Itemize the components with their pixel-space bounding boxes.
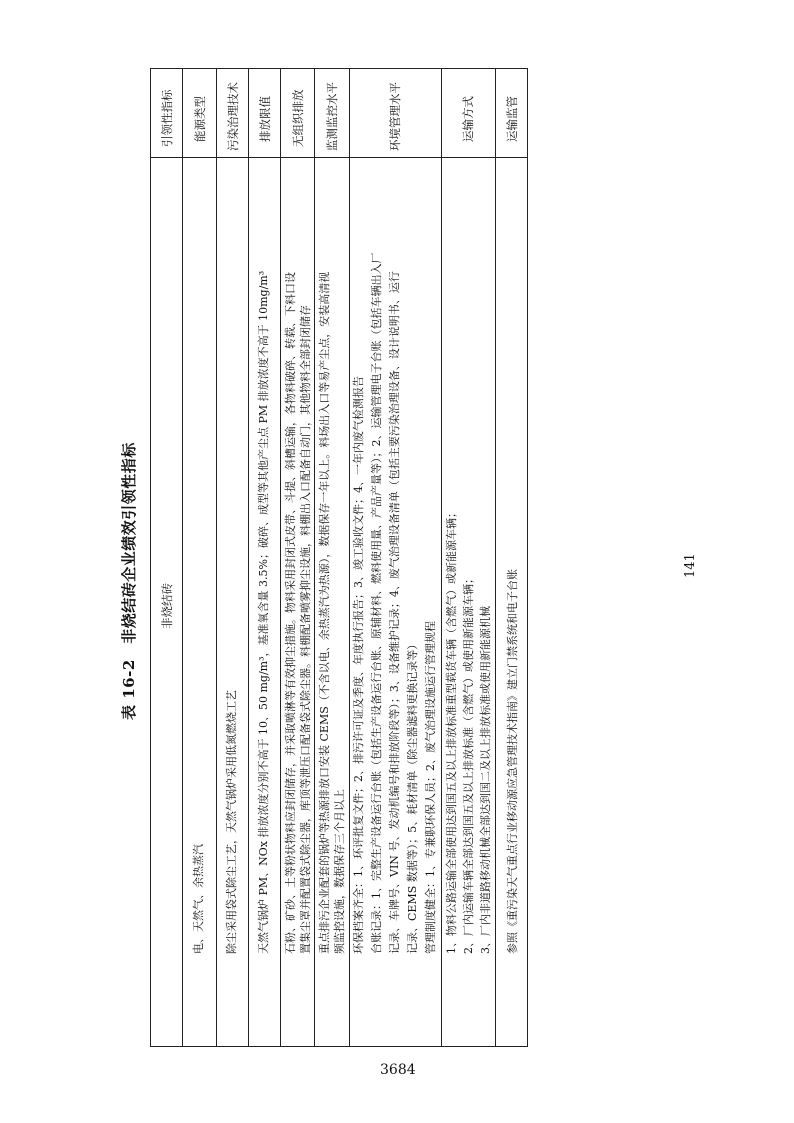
management-line: 记录、车牌号、VIN 号、发动机编号和排放阶段等）；3、设备维护记录；4、废气治理设备清单（包括主要污染治理设备、设计说明书、运行 [388, 271, 401, 954]
supervision-value: 参照《重污染天气重点行业移动源应急管理技术指南》建立门禁系统和电子台账 [506, 569, 519, 954]
outer-page-number: 3684 [380, 1062, 416, 1078]
row-divider [349, 69, 350, 1046]
row-divider [314, 69, 315, 1046]
row-label-pollution-tech: 污染治理技术 [226, 82, 240, 151]
management-line: 记录、CEMS 数据等）；5、耗材清单（除尘器滤料更换记录等） [406, 638, 419, 954]
row-label-transport: 运输方式 [461, 96, 475, 142]
column-divider [151, 157, 527, 158]
transport-line: 1、物料公路运输全部使用达到国五及以上排放标准重型载货车辆（含燃气）或新能源车辆； [445, 507, 458, 954]
management-line: 管理制度健全：1、专兼职环保人员；2、废气治理设施运行管理规程 [424, 621, 437, 954]
row-label-monitoring: 监测监控水平 [325, 82, 339, 151]
header-value: 非烧结砖 [160, 583, 174, 629]
row-divider [182, 69, 183, 1046]
row-divider [441, 69, 442, 1046]
fugitive-line: 置集尘罩并配置袋式除尘器，库顶等泄压口配备袋式除尘器。料棚配备喷雾抑尘设施，料棚出入口配备自动门，其他物料全部封闭储存 [299, 305, 312, 954]
indicator-table [150, 68, 528, 1047]
row-divider [216, 69, 217, 1046]
row-divider [495, 69, 496, 1046]
row-label-supervision: 运输监管 [505, 96, 519, 142]
page-number: 141 [683, 553, 698, 578]
table-title: 表 16-2 非烧结砖企业绩效引领性指标 [120, 442, 138, 720]
row-label-fugitive: 无组织排放 [291, 89, 305, 147]
header-label: 引领性指标 [160, 89, 174, 147]
fugitive-line: 石粉、矿砂、土等粉状物料应封闭储存，并采取喷淋等有效抑尘措施。物料采用封闭式皮带、斗提、斜槽运输，各物料破碎、转载、下料口设 [284, 272, 297, 954]
monitoring-line: 频监控设施，数据保存三个月以上 [333, 789, 346, 954]
row-label-energy: 能源类型 [193, 96, 207, 142]
row-label-emission-limit: 排放限值 [258, 96, 272, 142]
row-divider [280, 69, 281, 1046]
management-line: 台账记录：1、完整生产设备运行台账（包括生产设备运行台账、原辅材料、燃料使用量、产品产量等）；2、运输管理电子台账（包括车辆出入厂 [370, 252, 383, 954]
pollution-tech-value: 除尘采用袋式除尘工艺，天然气锅炉采用低氮燃烧工艺 [225, 690, 238, 954]
transport-line: 2、厂内运输车辆全部达到国五及以上排放标准（含燃气）或使用新能源车辆； [462, 573, 475, 954]
row-label-management: 环境管理水平 [388, 82, 402, 151]
row-divider [248, 69, 249, 1046]
emission-limit-value: 天然气锅炉 PM、NOx 排放浓度分别不高于 10、50 mg/m³，基准氧含量 3.5%；破碎、成型等其他产尘点 PM 排放浓度不高于 10mg/m³ [257, 270, 270, 954]
energy-value: 电、天然气、余热蒸汽 [192, 844, 205, 954]
management-line: 环保档案齐全：1、环评批复文件；2、排污许可证及季度、年度执行报告；3、竣工验收文件；4、一年内废气检测报告 [352, 376, 365, 954]
monitoring-line: 重点排污企业配套的锅炉等热源排放口安装 CEMS（不含以电、余热蒸汽为热源），数据保存一年以上。料场出入口等易产尘点，安装高清视 [318, 271, 331, 954]
transport-line: 3、厂内非道路移动机械全部达到国二及以上排放标准或使用新能源机械 [479, 606, 492, 954]
